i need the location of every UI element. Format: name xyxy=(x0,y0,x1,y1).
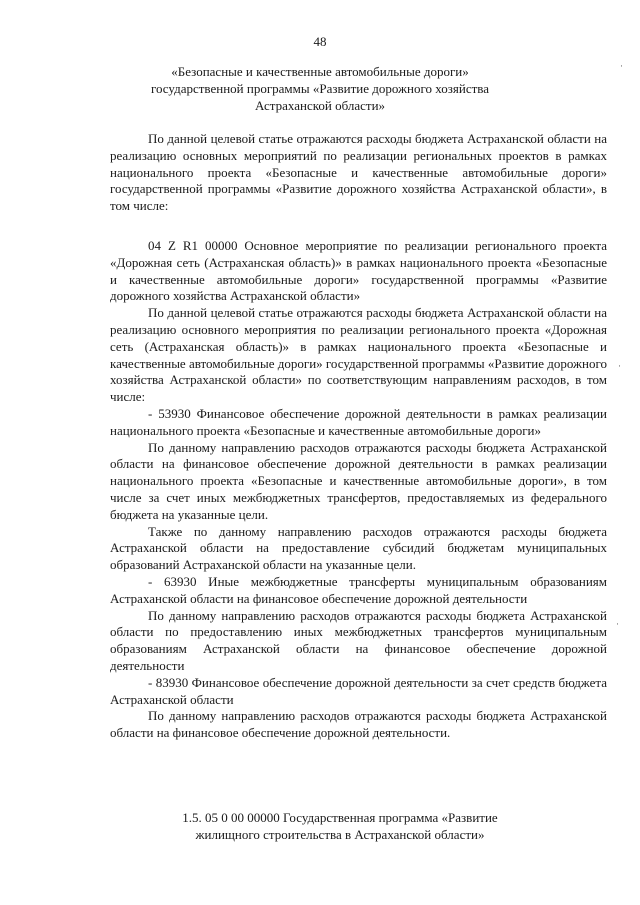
main-text-block xyxy=(110,238,607,742)
scan-speck: · xyxy=(616,619,619,629)
section-title xyxy=(100,64,540,114)
paragraph-item-63930: - 63930 Иные межбюджетные трансферты муниципальным образованиям Астраханской области на финансовое обеспечение дорожной деятельности xyxy=(110,573,607,606)
scan-speck: · xyxy=(618,361,621,371)
next-section-title-line: 1.5. 05 0 00 00000 Государственная программа «Развитие xyxy=(182,810,498,825)
paragraph-63930-description: По данному направлению расходов отражаются расходы бюджета Астраханской области по предоставлению иных межбюджетных трансфертов муниципальным образованиям Астраханской области на финансовое обеспечение дорожной деятельности xyxy=(110,607,607,673)
next-section-title-line: жилищного строительства в Астраханской области» xyxy=(195,826,485,842)
page-number: 48 xyxy=(313,34,327,49)
paragraph-53930-description: По данному направлению расходов отражаются расходы бюджета Астраханской области на финансовое обеспечение дорожной деятельности в рамках реализации национального проекта «Безопасные и качественные автомобильные дороги», в том числе за счет иных межбюджетных трансфертов, предоставляемых из федерального бюджета на указанные цели. xyxy=(110,439,607,522)
paragraph-main-activity: 04 Z R1 00000 Основное мероприятие по реализации регионального проекта «Дорожная сеть (Астраханская область)» в рамках национального проекта «Безопасные и качественные автомобильные дороги» государственной программы «Развитие дорожного хозяйства Астраханской области» xyxy=(110,238,607,304)
paragraph-expenses-description: По данной целевой статье отражаются расходы бюджета Астраханской области на реализацию основного мероприятия по реализации регионального проекта «Дорожная сеть (Астраханская область)» в рамках национального проекта «Безопасные и качественные автомобильные дороги» государственной программы «Развитие дорожного хозяйства Астраханской области» по соответствующим направлениям расходов, в том числе: xyxy=(110,305,607,405)
section-title-line: «Безопасные и качественные автомобильные дороги» xyxy=(171,64,469,79)
paragraph-item-53930: - 53930 Финансовое обеспечение дорожной деятельности в рамках реализации национального проекта «Безопасные и качественные автомобильные дороги» xyxy=(110,405,607,438)
paragraph-83930-description: По данному направлению расходов отражаются расходы бюджета Астраханской области на финансовое обеспечение дорожной деятельности. xyxy=(110,708,607,741)
intro-block xyxy=(110,131,607,215)
intro-paragraph: По данной целевой статье отражаются расходы бюджета Астраханской области на реализацию основных мероприятий по реализации региональных проектов в рамках национального проекта «Безопасные и качественные автомобильные дороги» государственной программы «Развитие дорожного хозяйства Астраханской области», в том числе: xyxy=(110,131,607,214)
scan-speck: · xyxy=(620,61,623,71)
section-title-line: государственной программы «Развитие дорожного хозяйства xyxy=(150,80,490,96)
paragraph-item-83930: - 83930 Финансовое обеспечение дорожной деятельности за счет средств бюджета Астраханской области xyxy=(110,674,607,707)
paragraph-53930-subsidies: Также по данному направлению расходов отражаются расходы бюджета Астраханской области на предоставление субсидий бюджетам муниципальных образований Астраханской области на указанные цели. xyxy=(110,523,607,573)
section-title-line: Астраханской области» xyxy=(254,97,386,113)
next-section-title xyxy=(140,810,540,844)
